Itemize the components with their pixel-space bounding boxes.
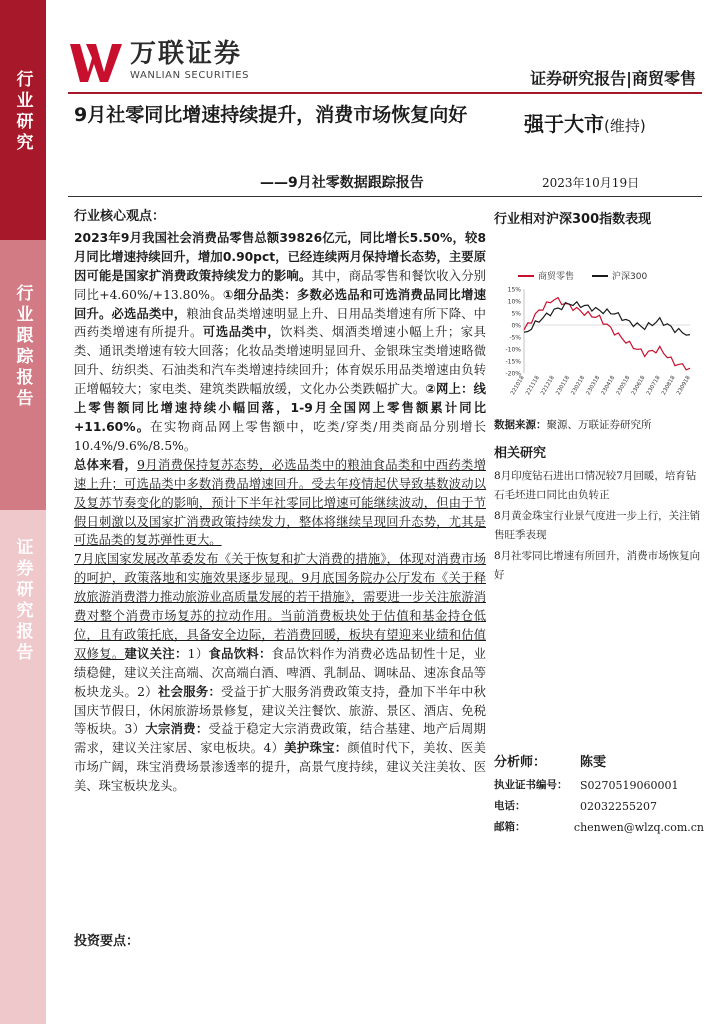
- report-title: 9月社零同比增速持续提升，消费市场恢复向好: [74, 104, 468, 126]
- y-tick-label: 10%: [507, 298, 521, 306]
- sidebar-tag-industry-research: 行业研究: [0, 0, 46, 240]
- title-divider: [68, 196, 702, 197]
- analyst-email[interactable]: chenwen@wlzq.com.cn: [573, 821, 704, 834]
- report-date: 2023年10月19日: [542, 176, 640, 190]
- series-line-csi300: [524, 302, 690, 335]
- analyst-phone-row: 电话： 02032255207: [494, 800, 657, 813]
- core-views-section: [74, 208, 486, 796]
- analyst-name-row: 分析师： 陈雯: [494, 752, 704, 773]
- x-tick-label: 230618: [630, 375, 647, 397]
- x-tick-label: 221218: [540, 375, 556, 397]
- x-tick-label: 230918: [676, 375, 692, 397]
- related-research-item-1[interactable]: 8月印度钻石进出口情况较7月回暖，培育钻石毛坯进口同比由负转正: [494, 470, 697, 501]
- analyst-cert-row: 执业证书编号： S0270519060001: [494, 779, 679, 792]
- related-research-item-3[interactable]: 8月社零同比增速有所回升，消费市场恢复向好: [494, 550, 701, 581]
- y-tick-label: -5%: [509, 334, 521, 342]
- x-tick-label: 230218: [570, 375, 587, 397]
- paragraph-retail-sales: 2023年9月我国社会消费品零售总额39826亿元，同比增长5.50%，较8月同比增速持续回升，增加0.90pct，已经连续两月保持增长态势，主要原因可能是国家扩消费政策持续发力的影响。其中，商品零售和餐饮收入分别同比+4.60%/+13.80%。①细分品类：多数必选品和可选消费品同比增速回升。必选品类中，粮油食品类增速明显上升、日用品类增速有所下降、中西药类增速有所提升。可选品类中，饮料类、烟酒类增速小幅上升；家具类、通讯类增速有较大回落；化妆品类增速明显回升、金银珠宝类增速略微回升、纺织类、石油类和汽车类增速持续回升；体育娱乐用品类增速由负转正增幅较大；家电类、建筑类跌幅放缓，文化办公类跌幅扩大。②网上：线上零售额同比增速持续小幅回落，1-9月全国网上零售额累计同比+11.60%。在实物商品网上零售额中，吃类/穿类/用类商品分别增长10.4%/9.6%/8.5%。: [74, 230, 486, 453]
- right-column: [494, 208, 704, 587]
- x-tick-label: 230118: [555, 375, 572, 397]
- legend-item-retail: 商贸零售: [518, 269, 574, 282]
- chart-legend: [518, 269, 647, 282]
- analyst-name: 陈雯: [580, 755, 607, 770]
- y-tick-label: 0%: [511, 322, 521, 330]
- y-tick-label: -15%: [505, 358, 521, 366]
- section-heading-investment-points: 投资要点：: [74, 934, 140, 949]
- logo-chinese-name: 万联证券: [130, 39, 243, 69]
- x-tick-label: 230518: [615, 375, 632, 397]
- analyst-info: [494, 752, 704, 838]
- y-tick-label: -10%: [505, 346, 521, 354]
- x-tick-label: 221018: [510, 375, 526, 397]
- section-heading-core-views: 行业核心观点：: [74, 209, 166, 224]
- report-subtitle: ——9月社零数据跟踪报告: [260, 175, 424, 191]
- x-tick-label: 230418: [600, 375, 617, 397]
- chart-source: 数据来源：聚源、万联证券研究所: [494, 419, 652, 431]
- x-tick-label: 230718: [645, 375, 662, 397]
- sidebar-tag-securities-report: 证券研究报告: [0, 510, 46, 1024]
- related-research-item-2[interactable]: 8月黄金珠宝行业景气度进一步上行，关注销售旺季表现: [494, 510, 701, 541]
- wanlian-logo-icon: [68, 40, 124, 84]
- sidebar-tag-tracking-report: 行业跟踪报告: [0, 240, 46, 510]
- report-type-label: 证券研究报告|商贸零售: [530, 69, 696, 88]
- left-sidebar: [0, 0, 46, 1024]
- related-research-heading: 相关研究: [494, 446, 547, 461]
- paragraph-policy-recommendation: 7月底国家发展改革委发布《关于恢复和扩大消费的措施》，体现对消费市场的呵护，政策落地和实施效果逐步显现。9月底国务院办公厅发布《关于释放旅游消费潜力推动旅游业高质量发展的若干措施》，需要进一步关注旅游消费对整个消费市场复苏的拉动作用。当前消费板块处于估值和基金持仓低位，且有政策托底，具备安全边际，若消费回暖，板块有望迎来业绩和估值双修复。建议关注：1）食品饮料：食品饮料作为消费必选品韧性十足，业绩稳健，建议关注高端、次高端白酒、啤酒、乳制品、调味品、速冻食品等板块龙头。2）社会服务：受益于扩大服务消费政策支持，叠加下半年中秋国庆节假日，休闲旅游场景修复，建议关注餐饮、旅游、景区、酒店、免税等板块。3）大宗消费：受益于稳定大宗消费政策，结合基建、地产后周期需求，建议关注家居、家电板块。4）美护珠宝：颜值时代下，美妆、医美市场广阔，珠宝消费场景渗透率的提升，高景气度持续，建议关注美妆、医美、珠宝板块龙头。: [74, 552, 486, 794]
- analyst-email-row: 邮箱： chenwen@wlzq.com.cn: [494, 817, 704, 838]
- company-logo: [68, 40, 249, 84]
- paragraph-overall-view: 总体来看，9月消费保持复苏态势，必选品类中的粮油食品类和中西药类增速上升；可选品类中多数消费品增速回升。受去年疫情起伏导致基数波动以及复苏节奏变化的影响，预计下半年社零同比增速可能继续波动，但由于节假日刺激以及国家扩消费政策持续发力，整体将继续呈现回升态势，尤其是可选品类的复苏弹性更大。: [74, 457, 486, 548]
- header-divider: [68, 92, 702, 94]
- x-tick-label: 230318: [585, 375, 602, 397]
- line-chart-svg: [494, 233, 704, 413]
- chart-heading: 行业相对沪深300指数表现: [494, 212, 652, 227]
- y-tick-label: 15%: [507, 286, 521, 294]
- rating-value: 强于大市: [524, 112, 604, 136]
- x-tick-label: 230818: [660, 375, 677, 397]
- industry-rating: [524, 108, 646, 137]
- x-tick-label: 221118: [525, 375, 541, 397]
- rating-note: (维持): [604, 117, 646, 135]
- relative-performance-chart: [494, 233, 704, 413]
- y-tick-label: -20%: [505, 370, 521, 378]
- logo-english-name: WANLIAN SECURITIES: [130, 70, 250, 81]
- legend-item-csi300: 沪深300: [592, 269, 647, 282]
- y-tick-label: 5%: [511, 310, 521, 318]
